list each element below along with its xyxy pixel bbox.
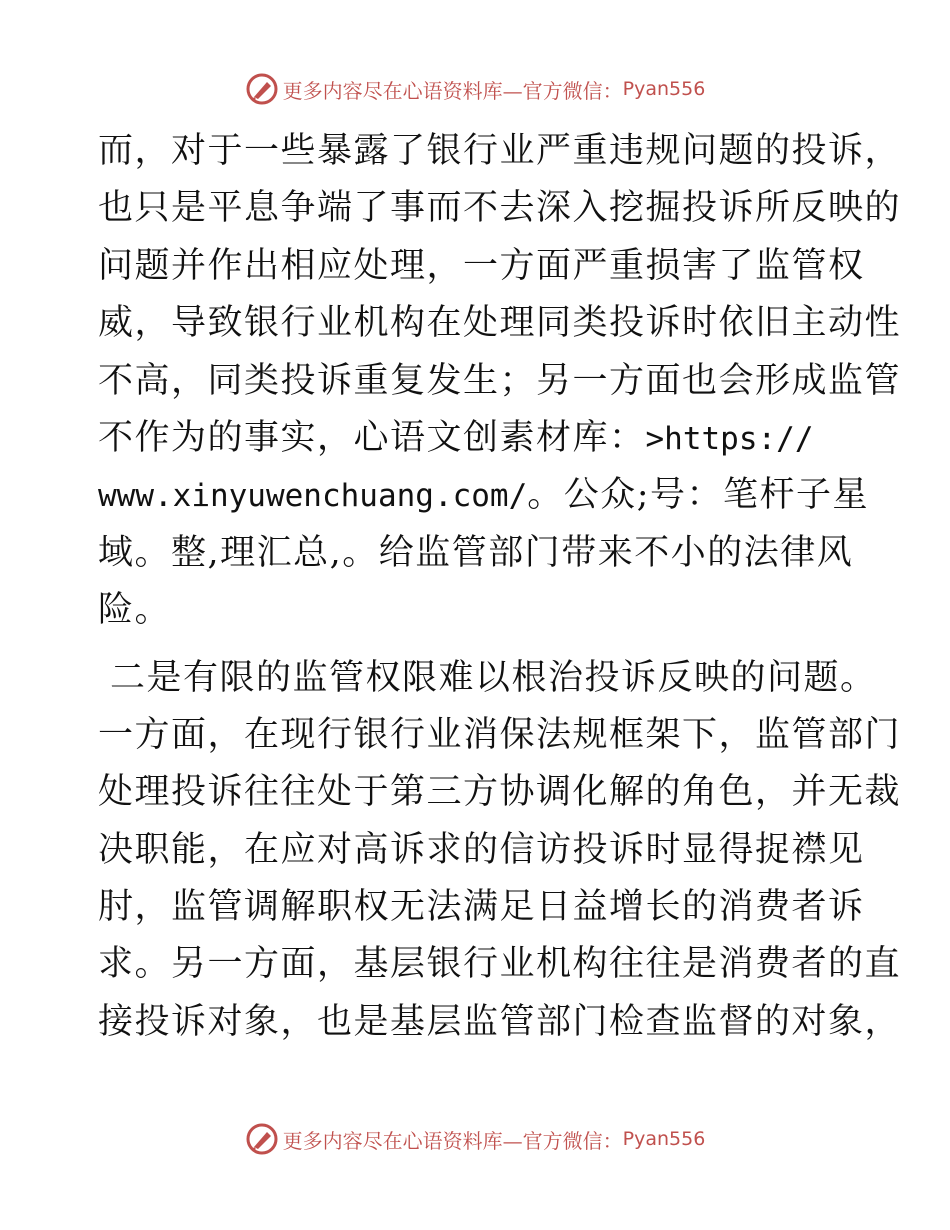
- text-line: 一方面，在现行银行业消保法规框架下，监管部门: [98, 714, 902, 755]
- text-line: 不高，同类投诉重复发生；另一方面也会形成监管: [98, 360, 902, 401]
- text-line: 处理投诉往往处于第三方协调化解的角色，并无裁: [98, 772, 902, 813]
- text-line: 险。: [98, 590, 172, 631]
- text-line: 二是有限的监管权限难以根治投诉反映的问题。: [110, 657, 877, 698]
- text-line: 也只是平息争端了事而不去深入挖掘投诉所反映的: [98, 188, 902, 229]
- text-line: 求。另一方面，基层银行业机构往往是消费者的直: [98, 944, 902, 985]
- pen-nib-circle-icon: [245, 72, 279, 106]
- pen-nib-circle-icon: [245, 1122, 279, 1156]
- text-line: 问题并作出相应处理，一方面严重损害了监管权: [98, 245, 865, 286]
- paragraph-1: [98, 123, 902, 640]
- text-line: 决职能，在应对高诉求的信访投诉时显得捉襟见: [98, 829, 865, 870]
- url-segment: www.xinyuwenchuang.com/: [98, 478, 528, 515]
- text-line: 接投诉对象，也是基层监管部门检查监督的对象，: [98, 1001, 902, 1042]
- text-line: 肘，监管调解职权无法满足日益增长的消费者诉: [98, 887, 865, 928]
- url-segment: >https://: [645, 420, 814, 457]
- text-line: 域。整,理汇总,。给监管部门带来不小的法律风: [98, 532, 854, 573]
- text-line: [98, 467, 870, 524]
- text-line: 而，对于一些暴露了银行业严重违规问题的投诉，: [98, 131, 902, 171]
- header-banner: [0, 72, 950, 106]
- banner-text: 更多内容尽在心语资料库—官方微信：: [282, 78, 623, 103]
- text-segment: 不作为的事实，心语文创素材库：: [98, 417, 646, 458]
- text-segment: 。公众;号：笔杆子星: [527, 475, 870, 516]
- banner-wechat-id: Pyan556: [622, 1128, 706, 1150]
- footer-banner: [0, 1122, 950, 1156]
- text-line: [98, 410, 858, 467]
- text-line: 威，导致银行业机构在处理同类投诉时依旧主动性: [98, 303, 902, 344]
- banner-wechat-id: Pyan556: [622, 78, 706, 100]
- paragraph-2: [98, 650, 902, 1052]
- document-body: [98, 123, 902, 1051]
- banner-text: 更多内容尽在心语资料库—官方微信：: [282, 1128, 623, 1153]
